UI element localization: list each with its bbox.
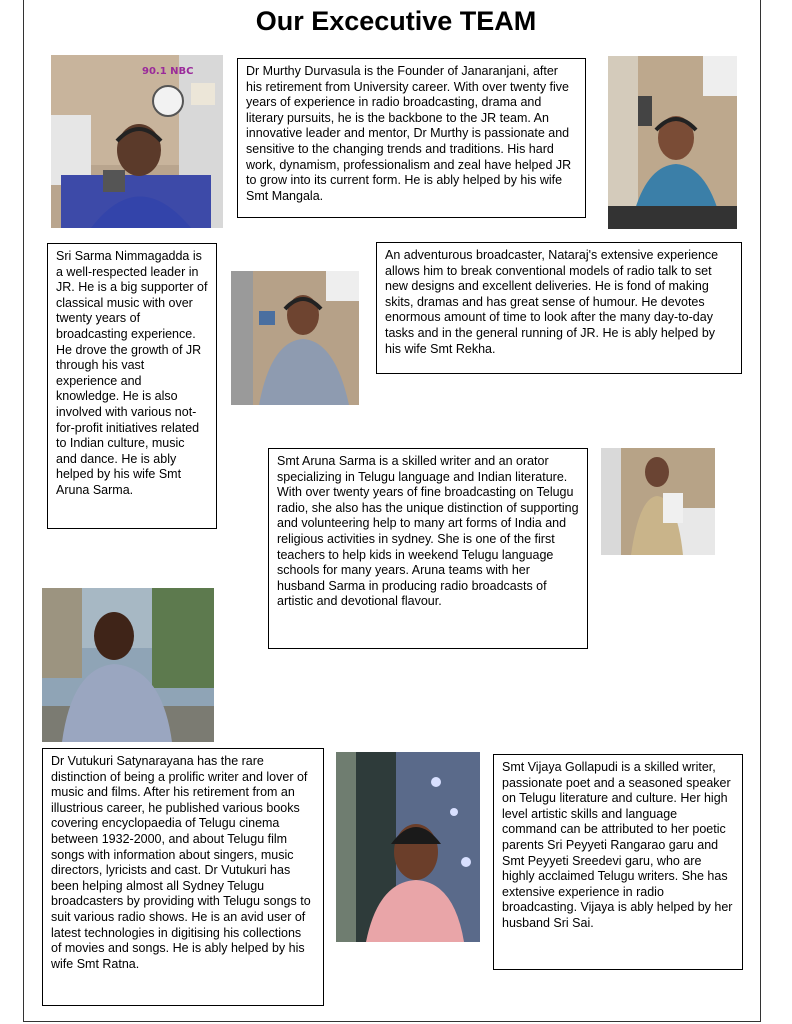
aruna-bio: Smt Aruna Sarma is a skilled writer and an orator specializing in Telugu language and Indian literature. With over twenty years of fine broadcasting on Telugu radio, she also has the unique distinction of supporting and volunteering help to many art forms of India and religious activities in sydney. She is one of the first teachers to help kids in weekend Telugu language schools for many years. Aruna teams with her husband Sarma in producing radio broadcasts of artistic and devotional flavour. [268,448,588,649]
page-title: Our Excecutive TEAM [255,6,537,36]
murthy-bio: Dr Murthy Durvasula is the Founder of Janaranjani, after his retirement from University career. With over twenty five years of experience in radio broadcasting, drama and literary pursuits, he is the backbone to the JR team. An innovative leader and mentor, Dr Murthy is passionate and sensitive to the changing trends and traditions. His hard work, dynamism, professionalism and zeal have helped JR to grow into its current form. He is ably helped by his wife Smt Mangala. [237,58,586,218]
sarma-bio: Sri Sarma Nimmagadda is a well-respected leader in JR. He is a big supporter of classical music with over twenty years of broadcasting experience. He drove the growth of JR through his vast experience and knowledge. He is also involved with various not-for-profit initiatives related to Indian culture, music and dance. He is ably helped by his wife Smt Aruna Sarma. [47,243,217,529]
aruna-photo [601,448,715,555]
murthy-photo [51,55,223,228]
murthy-photo-sign: 90.1 NBC [142,66,194,77]
vijaya-photo [336,752,480,942]
sarma-photo [231,271,359,405]
vutukuri-bio: Dr Vutukuri Satynarayana has the rare distinction of being a prolific writer and lover of music and films. After his retirement from an illustrious career, he published various books covering encyclopaedia of Telugu cinema between 1932-2000, and about Telugu film songs with information about singers, music directors, lyricists and cast. Dr Vutukuri has been helping almost all Sydney Telugu broadcasters by providing with Telugu songs to suit various radio shows. He is an avid user of latest technologies in digitising his collections of movies and songs. He is ably helped by his wife Smt Ratna. [42,748,324,1006]
nataraj-bio: An adventurous broadcaster, Nataraj's extensive experience allows him to break conventional models of radio talk to set new designs and excellent deliveries. He is fond of making skits, dramas and has great sense of humour. He devotes enormous amount of time to look after the many day-to-day tasks and in the general running of JR. He is ably helped by his wife Smt Rekha. [376,242,742,374]
vijaya-bio: Smt Vijaya Gollapudi is a skilled writer, passionate poet and a seasoned speaker on Telugu literature and culture. Her high level artistic skills and language command can be attributed to her poetic parents Sri Peyyeti Rangarao garu and Smt Peyyeti Sreedevi garu, who are highly acclaimed Telugu writers. She has extensive experience in radio broadcasting. Vijaya is ably helped by her husband Sri Sai. [493,754,743,970]
nataraj-photo [608,56,737,229]
vutukuri-photo [42,588,214,742]
